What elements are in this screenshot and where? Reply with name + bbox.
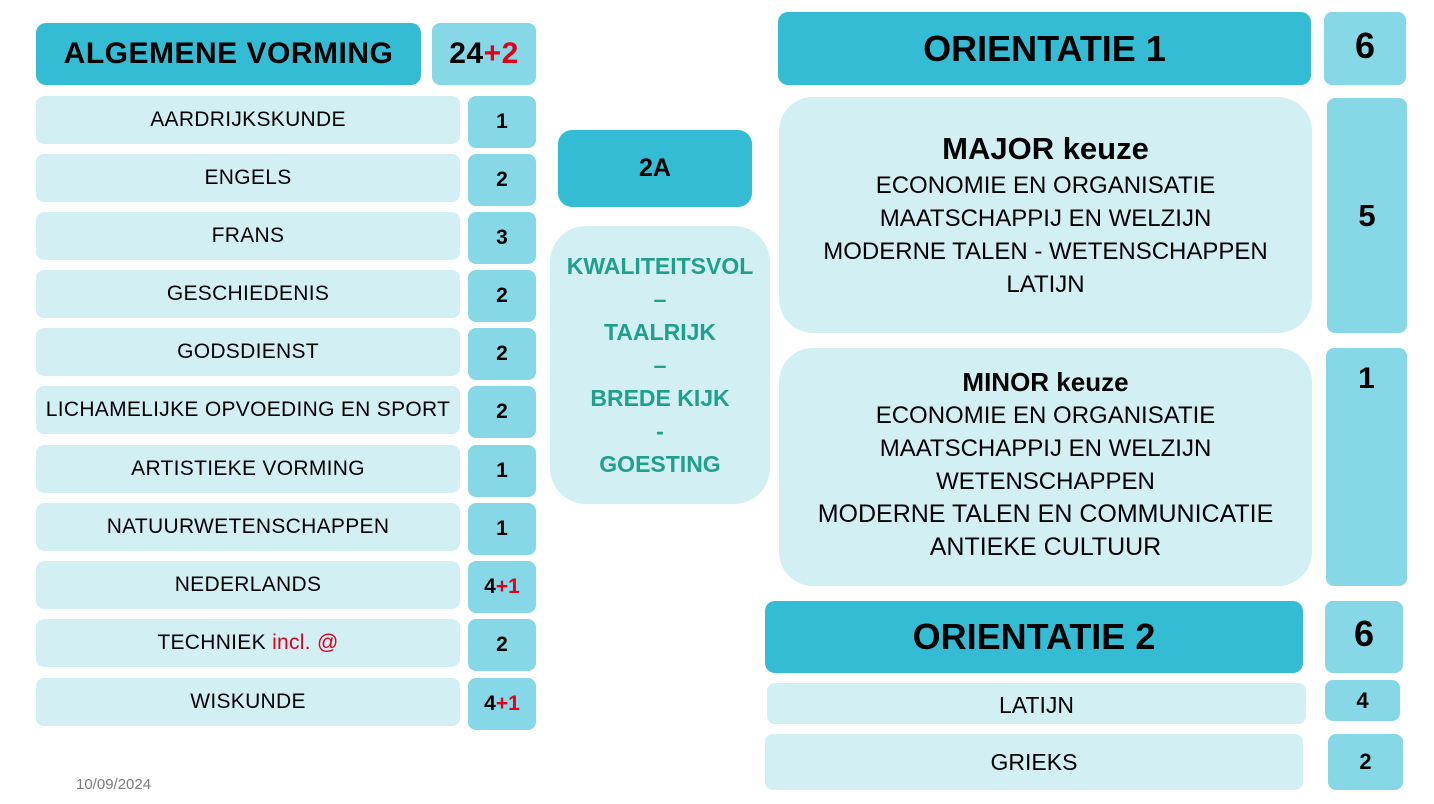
subject-geschiedenis — [36, 270, 460, 318]
major-hours — [1327, 98, 1407, 333]
minor-item: MODERNE TALEN EN COMMUNICATIE — [817, 500, 1274, 528]
subject-label: FRANS — [211, 224, 285, 247]
hours-value: 4 — [1356, 687, 1369, 713]
total-extra: +2 — [483, 37, 519, 70]
minor-hours — [1326, 348, 1407, 586]
motto-line: GOESTING — [599, 450, 721, 477]
hours-value: 1 — [496, 110, 508, 133]
motto-line: KWALITEITSVOL — [566, 252, 754, 279]
hours-value: 6 — [1353, 613, 1375, 654]
subject-hours — [468, 445, 536, 497]
subject-latijn — [767, 683, 1306, 724]
subject-label: TECHNIEK — [157, 631, 266, 654]
subject-label: LATIJN — [999, 691, 1074, 718]
subject-hours — [468, 561, 536, 613]
subject-hours — [468, 386, 536, 438]
hours-value: 5 — [1358, 197, 1376, 233]
hours-value: 2 — [1359, 749, 1372, 774]
algemene-vorming-header — [36, 23, 421, 85]
minor-item: ANTIEKE CULTUUR — [929, 533, 1162, 561]
subject-label: ENGELS — [204, 166, 292, 189]
total-base: 24 — [449, 37, 484, 70]
algemene-vorming-title: ALGEMENE VORMING — [63, 37, 394, 70]
subject-nederlands — [36, 561, 460, 609]
motto-line: TAALRIJK — [603, 318, 716, 345]
subject-label-extra: incl. @ — [272, 631, 339, 654]
major-item: ECONOMIE EN ORGANISATIE — [875, 172, 1216, 199]
subject-aardrijkskunde — [36, 96, 460, 144]
minor-item: MAATSCHAPPIJ EN WELZIJN — [879, 435, 1212, 462]
algemene-vorming-total — [432, 23, 536, 85]
subject-label: WISKUNDE — [190, 690, 306, 713]
hours-value: 2 — [496, 400, 508, 423]
subject-grieks — [765, 734, 1303, 790]
minor-item: WETENSCHAPPEN — [936, 468, 1155, 495]
major-panel — [779, 97, 1312, 333]
major-title: MAJOR keuze — [942, 131, 1149, 166]
subject-godsdienst — [36, 328, 460, 376]
subject-artistieke-vorming — [36, 445, 460, 493]
motto-box — [550, 226, 770, 504]
subject-label: NATUURWETENSCHAPPEN — [106, 515, 390, 538]
subject-hours — [468, 270, 536, 322]
subject-techniek — [36, 619, 460, 667]
subject-hours — [468, 96, 536, 148]
subject-hours — [1328, 734, 1403, 790]
hours-value: 2 — [496, 633, 508, 656]
orientatie2-header — [765, 601, 1303, 673]
subject-label: LICHAMELIJKE OPVOEDING EN SPORT — [45, 398, 451, 421]
subject-label: GODSDIENST — [177, 340, 319, 363]
motto-line: – — [653, 351, 667, 378]
subject-hours — [468, 619, 536, 671]
subject-hours — [468, 212, 536, 264]
footer-date: 10/09/2024 — [76, 776, 152, 793]
subject-label: NEDERLANDS — [174, 573, 322, 596]
subject-label: GRIEKS — [990, 748, 1078, 775]
subject-label: AARDRIJKSKUNDE — [150, 108, 346, 131]
minor-panel — [779, 348, 1312, 586]
subject-hours — [468, 678, 536, 730]
hours-value: 6 — [1354, 24, 1376, 66]
major-item: MODERNE TALEN - WETENSCHAPPEN — [823, 238, 1268, 265]
hours-value: 2 — [496, 342, 508, 365]
subject-natuurwetenschappen — [36, 503, 460, 551]
hours-value: 1 — [1358, 362, 1375, 395]
subject-label: GESCHIEDENIS — [166, 282, 330, 305]
hours-extra: +1 — [495, 692, 520, 715]
orientatie1-header — [778, 12, 1311, 85]
hours-value: 1 — [496, 517, 508, 540]
subject-lichamelijke-opvoeding — [36, 386, 460, 434]
major-item: LATIJN — [1006, 271, 1085, 298]
class-label: 2A — [639, 154, 671, 182]
orientatie1-title: ORIENTATIE 1 — [923, 27, 1166, 69]
orientatie2-title: ORIENTATIE 2 — [912, 616, 1156, 657]
subject-hours — [1325, 680, 1400, 721]
motto-line: BREDE KIJK — [590, 384, 730, 411]
subject-label: ARTISTIEKE VORMING — [131, 457, 365, 480]
subject-wiskunde — [36, 678, 460, 726]
minor-title: MINOR keuze — [962, 367, 1129, 397]
hours-value: 2 — [496, 168, 508, 191]
orientatie1-hours — [1324, 12, 1406, 85]
subject-engels — [36, 154, 460, 202]
class-label-box — [558, 130, 752, 207]
minor-item: ECONOMIE EN ORGANISATIE — [875, 402, 1216, 429]
hours-value: 3 — [496, 226, 508, 249]
subject-hours — [468, 154, 536, 206]
hours-value: 2 — [496, 284, 508, 307]
hours-value: 1 — [496, 459, 508, 482]
motto-line: – — [653, 285, 667, 312]
hours-value: 4 — [484, 575, 496, 598]
hours-value: 4 — [484, 692, 496, 715]
motto-line: - — [656, 417, 664, 444]
subject-hours — [468, 328, 536, 380]
subject-frans — [36, 212, 460, 260]
subject-hours — [468, 503, 536, 555]
major-item: MAATSCHAPPIJ EN WELZIJN — [879, 205, 1212, 232]
hours-extra: +1 — [495, 575, 520, 598]
orientatie2-hours — [1325, 601, 1403, 673]
